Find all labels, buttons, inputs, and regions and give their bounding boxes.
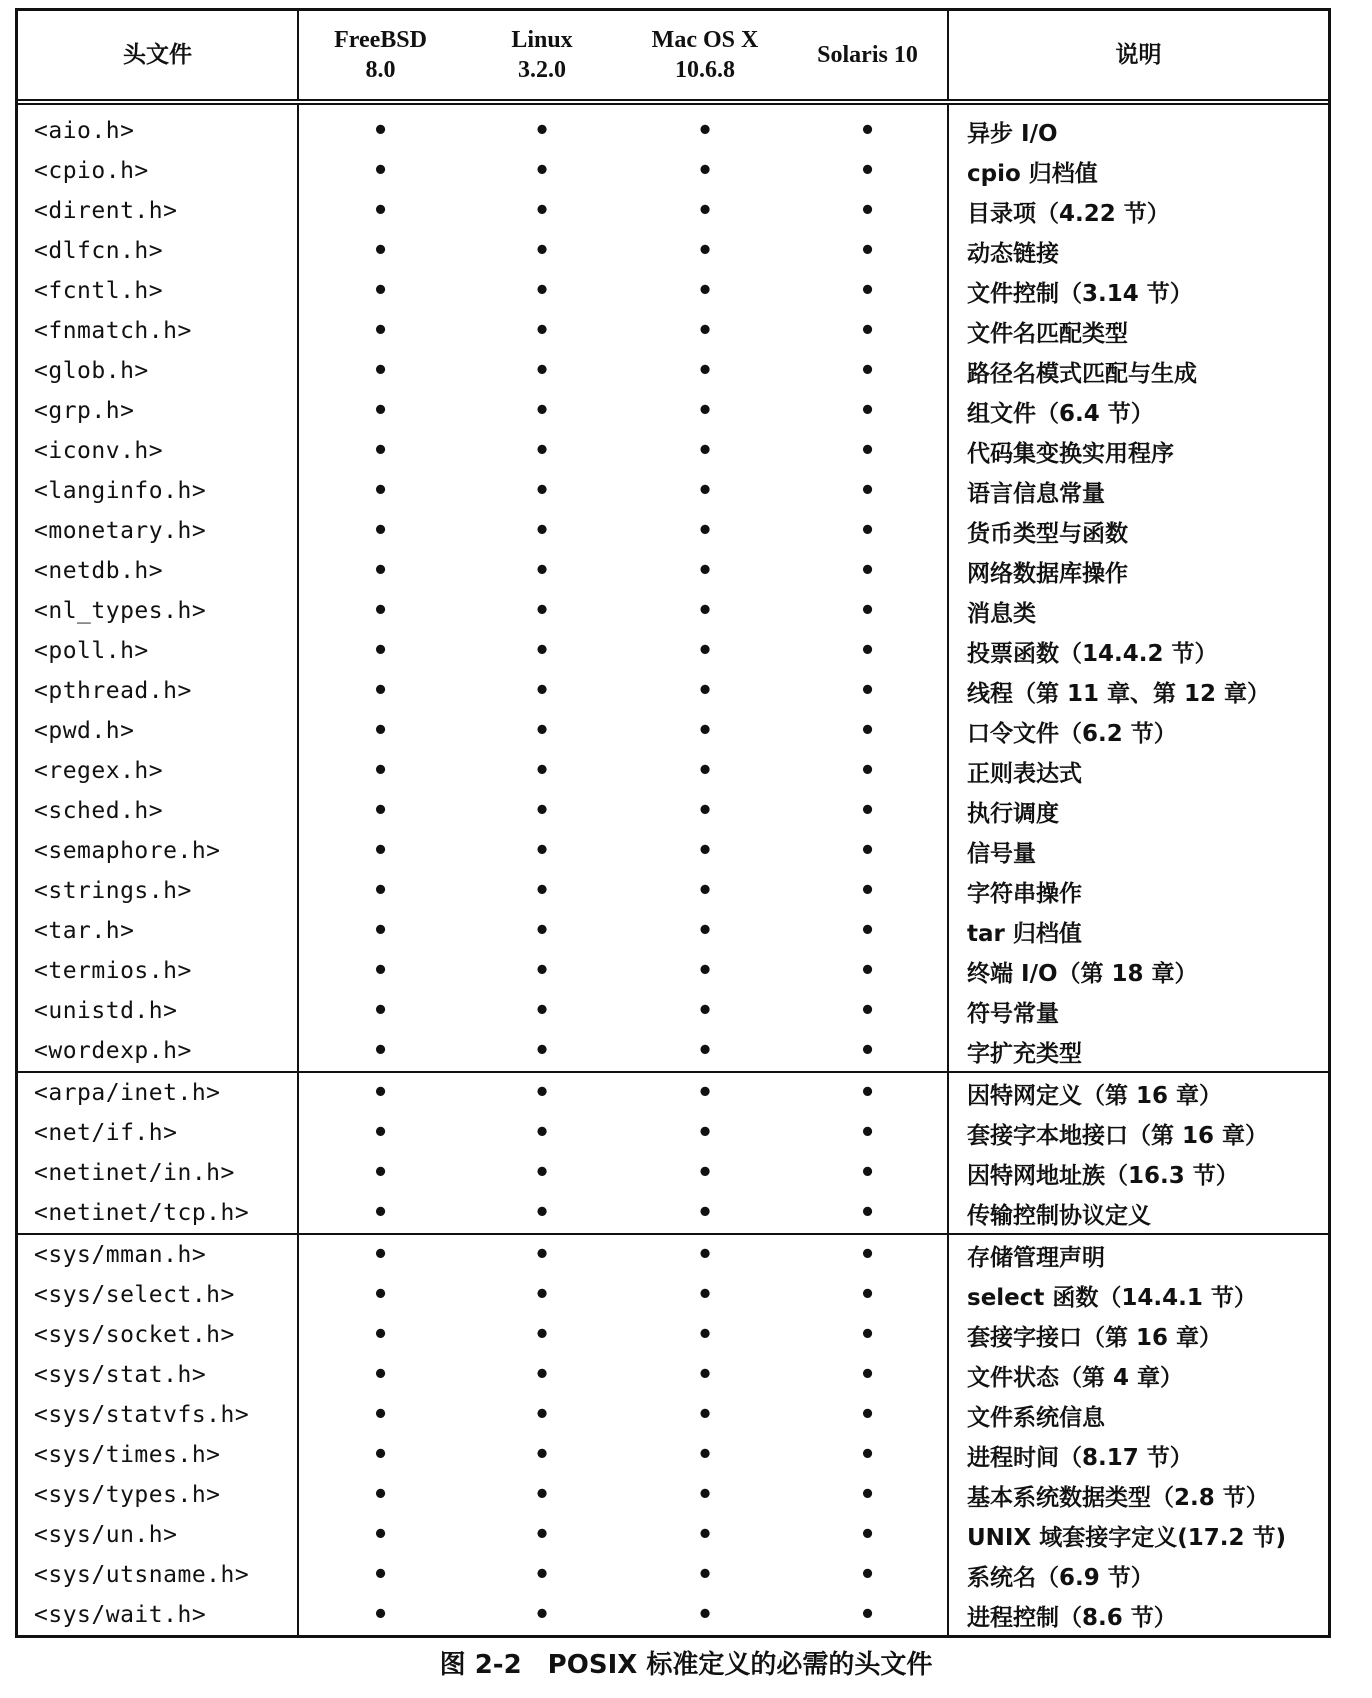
- support-mark: •: [696, 516, 714, 546]
- header-description: 信号量: [948, 831, 1328, 871]
- support-mark: •: [533, 956, 551, 986]
- support-mark: •: [533, 1600, 551, 1630]
- table-row: [18, 631, 1328, 671]
- support-mark: •: [533, 836, 551, 866]
- support-mark: •: [859, 1440, 876, 1470]
- header-file-name: <sys/wait.h>: [34, 1602, 207, 1628]
- support-mark: •: [298, 751, 462, 791]
- support-mark: •: [859, 1600, 876, 1630]
- header-description: 正则表达式: [948, 751, 1328, 791]
- support-mark: •: [533, 356, 551, 386]
- header-description: 语言信息常量: [948, 471, 1328, 511]
- support-mark: •: [533, 516, 551, 546]
- table-row: [18, 102, 1328, 151]
- support-mark: •: [533, 876, 551, 906]
- support-mark: •: [298, 911, 462, 951]
- header-description: 因特网定义（第 16 章）: [948, 1072, 1328, 1113]
- header-description: cpio 归档值: [948, 151, 1328, 191]
- support-mark: •: [696, 1198, 714, 1228]
- support-mark: •: [696, 1560, 714, 1590]
- header-description: 符号常量: [948, 991, 1328, 1031]
- header-description: 动态链接: [948, 231, 1328, 271]
- support-mark: •: [298, 1555, 462, 1595]
- header-file-name: <dlfcn.h>: [34, 238, 164, 264]
- support-mark: •: [859, 316, 876, 346]
- support-mark: •: [533, 1036, 551, 1066]
- header-file-name: <sys/mman.h>: [18, 1234, 298, 1275]
- support-mark: •: [533, 156, 551, 186]
- support-mark: •: [533, 116, 551, 146]
- support-mark: •: [533, 556, 551, 586]
- header-description: 进程控制（8.6 节）: [948, 1595, 1328, 1635]
- support-mark: •: [859, 916, 876, 946]
- support-mark: •: [859, 596, 876, 626]
- support-mark: •: [859, 716, 876, 746]
- header-file-name: <pthread.h>: [34, 678, 192, 704]
- support-mark: •: [788, 1072, 948, 1113]
- support-mark: •: [622, 1234, 788, 1275]
- support-mark: •: [696, 1280, 714, 1310]
- column-header-macosx: [622, 11, 788, 102]
- header-file-name: <sched.h>: [34, 798, 164, 824]
- header-file-name: <poll.h>: [34, 638, 149, 664]
- header-file-name: <wordexp.h>: [34, 1038, 192, 1064]
- header-description: tar 归档值: [948, 911, 1328, 951]
- support-mark: •: [696, 796, 714, 826]
- header-file-name: <tar.h>: [34, 918, 135, 944]
- support-mark: •: [696, 1520, 714, 1550]
- header-description: 口令文件（6.2 节）: [948, 711, 1328, 751]
- header-description: 文件系统信息: [948, 1395, 1328, 1435]
- header-description: 文件状态（第 4 章）: [948, 1355, 1328, 1395]
- table-row: [18, 911, 1328, 951]
- support-mark: •: [533, 676, 551, 706]
- support-mark: •: [462, 1072, 622, 1113]
- header-file-name: <dirent.h>: [34, 198, 178, 224]
- support-mark: •: [533, 396, 551, 426]
- header-file-name: <sys/types.h>: [34, 1482, 221, 1508]
- header-file-name: <netinet/tcp.h>: [34, 1200, 250, 1226]
- header-file-name: <semaphore.h>: [34, 838, 221, 864]
- support-mark: •: [298, 711, 462, 751]
- table-row: [18, 1555, 1328, 1595]
- support-mark: •: [298, 1113, 462, 1153]
- support-mark: •: [298, 1275, 462, 1315]
- table-row: [18, 311, 1328, 351]
- table-row: [18, 391, 1328, 431]
- table-row: [18, 1595, 1328, 1635]
- header-description: UNIX 域套接字定义(17.2 节): [948, 1515, 1328, 1555]
- support-mark: •: [533, 236, 551, 266]
- header-description: 代码集变换实用程序: [948, 431, 1328, 471]
- support-mark: •: [696, 1320, 714, 1350]
- header-file-name: <monetary.h>: [34, 518, 207, 544]
- support-mark: •: [533, 1480, 551, 1510]
- support-mark: •: [696, 556, 714, 586]
- header-file-name: <sys/stat.h>: [34, 1362, 207, 1388]
- support-mark: •: [622, 1072, 788, 1113]
- support-mark: •: [298, 1395, 462, 1435]
- table-row: [18, 1515, 1328, 1555]
- table-row: [18, 1031, 1328, 1072]
- support-mark: •: [696, 756, 714, 786]
- support-mark: •: [859, 396, 876, 426]
- header-file-name: <strings.h>: [34, 878, 192, 904]
- support-mark: •: [696, 1118, 714, 1148]
- column-header-description: 说明: [948, 11, 1328, 102]
- header-file-name: <fnmatch.h>: [34, 318, 192, 344]
- support-mark: •: [859, 1036, 876, 1066]
- table-row: [18, 1475, 1328, 1515]
- header-description: select 函数（14.4.1 节）: [948, 1275, 1328, 1315]
- support-mark: •: [859, 836, 876, 866]
- support-mark: •: [696, 676, 714, 706]
- header-file-name: <langinfo.h>: [34, 478, 207, 504]
- support-mark: •: [298, 591, 462, 631]
- header-description: 进程时间（8.17 节）: [948, 1435, 1328, 1475]
- support-mark: •: [859, 236, 876, 266]
- header-description: 消息类: [948, 591, 1328, 631]
- support-mark: •: [696, 716, 714, 746]
- table-row: [18, 1395, 1328, 1435]
- support-mark: •: [696, 956, 714, 986]
- header-file-name: <regex.h>: [34, 758, 164, 784]
- table-row: [18, 1435, 1328, 1475]
- table-row: [18, 1355, 1328, 1395]
- support-mark: •: [696, 476, 714, 506]
- support-mark: •: [859, 156, 876, 186]
- header-description: 线程（第 11 章、第 12 章）: [948, 671, 1328, 711]
- support-mark: •: [696, 1036, 714, 1066]
- header-file-name: <termios.h>: [34, 958, 192, 984]
- os-name: Linux: [511, 27, 573, 53]
- support-mark: •: [533, 1560, 551, 1590]
- support-mark: •: [298, 311, 462, 351]
- column-header-linux: [462, 11, 622, 102]
- support-mark: •: [533, 996, 551, 1026]
- table-row: [18, 431, 1328, 471]
- support-mark: •: [859, 1520, 876, 1550]
- support-mark: •: [533, 1400, 551, 1430]
- support-mark: •: [859, 1560, 876, 1590]
- support-mark: •: [298, 471, 462, 511]
- support-mark: •: [859, 996, 876, 1026]
- header-file-name: <sys/utsname.h>: [34, 1562, 250, 1588]
- support-mark: •: [533, 316, 551, 346]
- support-mark: •: [533, 1440, 551, 1470]
- header-file-name: <pwd.h>: [34, 718, 135, 744]
- support-mark: •: [859, 956, 876, 986]
- table-row: [18, 231, 1328, 271]
- header-description: 因特网地址族（16.3 节）: [948, 1153, 1328, 1193]
- table-row: [18, 1072, 1328, 1113]
- support-mark: •: [696, 236, 714, 266]
- header-description: 异步 I/O: [948, 102, 1328, 151]
- header-file-name: <fcntl.h>: [34, 278, 164, 304]
- support-mark: •: [298, 871, 462, 911]
- table-row: [18, 591, 1328, 631]
- header-description: 组文件（6.4 节）: [948, 391, 1328, 431]
- support-mark: •: [859, 756, 876, 786]
- support-mark: •: [859, 1118, 876, 1148]
- header-description: 终端 I/O（第 18 章）: [948, 951, 1328, 991]
- support-mark: •: [533, 1280, 551, 1310]
- table-row: [18, 1234, 1328, 1275]
- header-file-name: <netdb.h>: [34, 558, 164, 584]
- support-mark: •: [298, 1031, 462, 1072]
- support-mark: •: [859, 676, 876, 706]
- support-mark: •: [696, 996, 714, 1026]
- support-mark: •: [696, 436, 714, 466]
- table-row: [18, 511, 1328, 551]
- table-row: [18, 951, 1328, 991]
- support-mark: •: [533, 476, 551, 506]
- header-file-name: <sys/socket.h>: [34, 1322, 235, 1348]
- column-header-solaris: [788, 11, 948, 102]
- header-file-name: <cpio.h>: [34, 158, 149, 184]
- support-mark: •: [859, 556, 876, 586]
- table-row: [18, 471, 1328, 511]
- support-mark: •: [298, 102, 462, 151]
- support-mark: •: [533, 1360, 551, 1390]
- support-mark: •: [696, 1480, 714, 1510]
- support-mark: •: [462, 1234, 622, 1275]
- support-mark: •: [696, 916, 714, 946]
- table-row: [18, 271, 1328, 311]
- support-mark: •: [298, 631, 462, 671]
- table-header-row: [18, 11, 1328, 102]
- support-mark: •: [696, 876, 714, 906]
- header-description: 文件名匹配类型: [948, 311, 1328, 351]
- support-mark: •: [859, 1400, 876, 1430]
- support-mark: •: [298, 1072, 462, 1113]
- header-file-name: <sys/un.h>: [34, 1522, 178, 1548]
- column-header-freebsd: [298, 11, 462, 102]
- support-mark: •: [533, 716, 551, 746]
- header-file-name: <unistd.h>: [34, 998, 178, 1024]
- support-mark: •: [298, 671, 462, 711]
- support-mark: •: [859, 476, 876, 506]
- support-mark: •: [696, 156, 714, 186]
- header-description: 目录项（4.22 节）: [948, 191, 1328, 231]
- support-mark: •: [298, 1515, 462, 1555]
- support-mark: •: [696, 116, 714, 146]
- table-row: [18, 1113, 1328, 1153]
- table-row: [18, 151, 1328, 191]
- support-mark: •: [696, 276, 714, 306]
- support-mark: •: [298, 1234, 462, 1275]
- support-mark: •: [298, 991, 462, 1031]
- table-row: [18, 351, 1328, 391]
- os-version: 3.2.0: [518, 57, 566, 83]
- support-mark: •: [533, 436, 551, 466]
- header-file-name: <aio.h>: [34, 118, 135, 144]
- support-mark: •: [788, 1234, 948, 1275]
- support-mark: •: [533, 1320, 551, 1350]
- support-mark: •: [533, 916, 551, 946]
- table-row: [18, 991, 1328, 1031]
- header-description: 套接字本地接口（第 16 章）: [948, 1113, 1328, 1153]
- header-file-name: <sys/times.h>: [34, 1442, 221, 1468]
- support-mark: •: [298, 511, 462, 551]
- support-mark: •: [859, 276, 876, 306]
- header-description: 系统名（6.9 节）: [948, 1555, 1328, 1595]
- os-name: Solaris 10: [817, 42, 918, 68]
- support-mark: •: [533, 1198, 551, 1228]
- table: [18, 11, 1328, 1635]
- table-row: [18, 711, 1328, 751]
- support-mark: •: [298, 1435, 462, 1475]
- table-row: [18, 551, 1328, 591]
- support-mark: •: [298, 271, 462, 311]
- support-mark: •: [298, 231, 462, 271]
- support-mark: •: [298, 551, 462, 591]
- support-mark: •: [298, 391, 462, 431]
- table-row: [18, 871, 1328, 911]
- support-mark: •: [533, 756, 551, 786]
- support-mark: •: [859, 356, 876, 386]
- header-file-name: <glob.h>: [34, 358, 149, 384]
- support-mark: •: [859, 116, 876, 146]
- column-header-file: 头文件: [18, 11, 298, 102]
- support-mark: •: [859, 636, 876, 666]
- header-description: 存储管理声明: [948, 1234, 1328, 1275]
- table-body: [18, 102, 1328, 1635]
- header-description: 基本系统数据类型（2.8 节）: [948, 1475, 1328, 1515]
- header-file-name: <nl_types.h>: [34, 598, 207, 624]
- support-mark: •: [696, 636, 714, 666]
- support-mark: •: [298, 831, 462, 871]
- support-mark: •: [298, 191, 462, 231]
- support-mark: •: [696, 1400, 714, 1430]
- header-description: 传输控制协议定义: [948, 1193, 1328, 1234]
- support-mark: •: [298, 1153, 462, 1193]
- support-mark: •: [696, 396, 714, 426]
- support-mark: •: [298, 351, 462, 391]
- table-row: [18, 791, 1328, 831]
- support-mark: •: [696, 1360, 714, 1390]
- support-mark: •: [859, 1158, 876, 1188]
- support-mark: •: [859, 516, 876, 546]
- os-version: 10.6.8: [675, 57, 735, 83]
- table-row: [18, 1193, 1328, 1234]
- support-mark: •: [533, 636, 551, 666]
- header-file-name: <sys/select.h>: [34, 1282, 235, 1308]
- support-mark: •: [696, 1158, 714, 1188]
- support-mark: •: [533, 1158, 551, 1188]
- table-row: [18, 1315, 1328, 1355]
- support-mark: •: [696, 356, 714, 386]
- header-file-name: <arpa/inet.h>: [18, 1072, 298, 1113]
- table-row: [18, 191, 1328, 231]
- support-mark: •: [696, 196, 714, 226]
- support-mark: •: [859, 436, 876, 466]
- support-mark: •: [696, 1600, 714, 1630]
- table-row: [18, 751, 1328, 791]
- table-row: [18, 1275, 1328, 1315]
- posix-headers-table: [15, 8, 1331, 1638]
- support-mark: •: [298, 1315, 462, 1355]
- support-mark: •: [859, 1360, 876, 1390]
- support-mark: •: [859, 1320, 876, 1350]
- support-mark: •: [859, 796, 876, 826]
- support-mark: •: [298, 1475, 462, 1515]
- support-mark: •: [859, 1280, 876, 1310]
- table-row: [18, 671, 1328, 711]
- support-mark: •: [298, 791, 462, 831]
- header-description: 投票函数（14.4.2 节）: [948, 631, 1328, 671]
- support-mark: •: [298, 1355, 462, 1395]
- header-description: 文件控制（3.14 节）: [948, 271, 1328, 311]
- table-row: [18, 831, 1328, 871]
- support-mark: •: [696, 836, 714, 866]
- header-description: 路径名模式匹配与生成: [948, 351, 1328, 391]
- support-mark: •: [859, 1480, 876, 1510]
- support-mark: •: [533, 1118, 551, 1148]
- support-mark: •: [298, 1595, 462, 1635]
- header-description: 字扩充类型: [948, 1031, 1328, 1072]
- header-file-name: <sys/statvfs.h>: [34, 1402, 250, 1428]
- header-description: 套接字接口（第 16 章）: [948, 1315, 1328, 1355]
- support-mark: •: [696, 1440, 714, 1470]
- support-mark: •: [533, 196, 551, 226]
- header-description: 字符串操作: [948, 871, 1328, 911]
- support-mark: •: [533, 276, 551, 306]
- header-description: 货币类型与函数: [948, 511, 1328, 551]
- support-mark: •: [859, 1198, 876, 1228]
- support-mark: •: [696, 316, 714, 346]
- support-mark: •: [533, 796, 551, 826]
- header-file-name: <grp.h>: [34, 398, 135, 424]
- support-mark: •: [298, 1193, 462, 1234]
- support-mark: •: [859, 196, 876, 226]
- figure-caption: 图 2-2 POSIX 标准定义的必需的头文件: [439, 1650, 933, 1680]
- support-mark: •: [533, 596, 551, 626]
- header-description: 执行调度: [948, 791, 1328, 831]
- support-mark: •: [298, 151, 462, 191]
- table-row: [18, 1153, 1328, 1193]
- header-file-name: <iconv.h>: [34, 438, 164, 464]
- support-mark: •: [696, 596, 714, 626]
- header-file-name: <netinet/in.h>: [34, 1160, 235, 1186]
- support-mark: •: [859, 876, 876, 906]
- header-description: 网络数据库操作: [948, 551, 1328, 591]
- os-name: FreeBSD: [334, 27, 427, 53]
- os-version: 8.0: [365, 57, 396, 83]
- support-mark: •: [533, 1520, 551, 1550]
- support-mark: •: [298, 951, 462, 991]
- os-name: Mac OS X: [651, 27, 759, 53]
- support-mark: •: [298, 431, 462, 471]
- header-file-name: <net/if.h>: [34, 1120, 178, 1146]
